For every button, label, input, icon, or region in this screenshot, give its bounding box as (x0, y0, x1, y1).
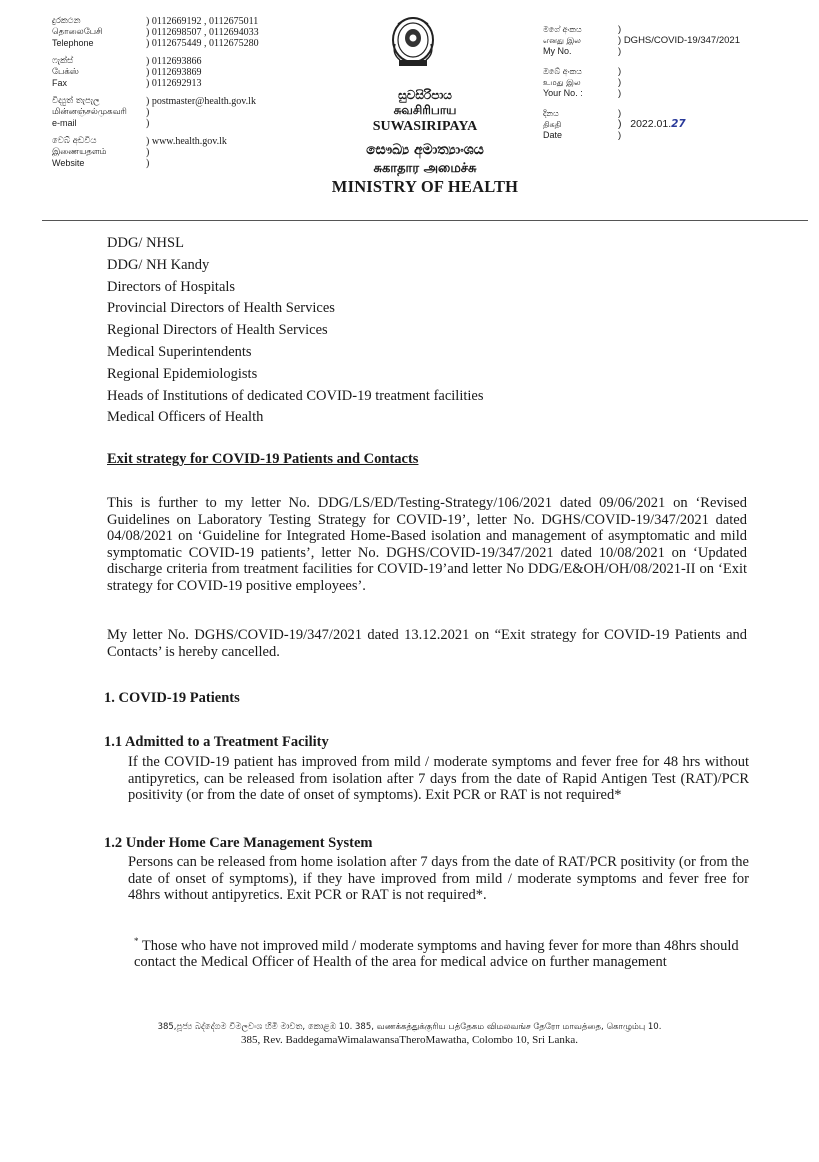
addressee: Medical Superintendents (107, 343, 252, 360)
my-no-value: ) DGHS/COVID-19/347/2021 (618, 35, 740, 46)
email-value: ) postmaster@health.gov.lk (146, 96, 256, 107)
footer-address-english: 385, Rev. BaddegamaWimalawansaTheroMawatha, Colombo 10, Sri Lanka. (240, 1034, 578, 1046)
addressee: DDG/ NHSL (107, 235, 184, 251)
footnote: * Those who have not improved mild / moderate symptoms and having fever for more than 48hrs should contact the Medical Officer of Health of the area for medical advice on further management (134, 936, 739, 971)
header-divider (42, 220, 808, 221)
date-label-ta: திகதி (543, 120, 562, 129)
website-label-si: වෙබ් අඩවිය (52, 136, 97, 146)
telephone-group (52, 16, 352, 49)
my-no-label-en: My No. (543, 46, 572, 56)
fax-value: ) 0112693869 (146, 67, 202, 78)
suwasiripaya-sinhala: සුවසිරිපාය (398, 88, 452, 102)
your-no-label-ta: உமது இல (543, 78, 581, 87)
your-no-group: ඔබේ අංකය உமது இல Your No. : ) ) ) (543, 66, 622, 99)
fax-value: ) 0112693866 (146, 56, 202, 67)
my-no-label-ta: எனது இல (543, 36, 581, 45)
my-no-group: මගේ අංකය எனது இல My No. ) ) DGHS/COVID-19/347/2021 ) (543, 24, 793, 57)
fax-group (52, 56, 352, 89)
telephone-label-ta: தொலைபேசி (52, 27, 103, 37)
telephone-value: ) 0112669192 , 0112675011 (146, 16, 259, 27)
subsection-text: If the COVID-19 patient has improved from mild / moderate symptoms and fever free for 48 hrs without antipyretics, can be released from isolation after 7 days from the date of Rapid Antigen Test (RAT)/PCR positivity (or from the date of onset of symptoms). Exit PCR or RAT is not required* (128, 754, 749, 804)
your-no-label-si: ඔබේ අංකය (543, 67, 582, 76)
telephone-value: ) 0112698507 , 0112694033 (146, 27, 259, 38)
email-value: ) (146, 107, 150, 118)
subsection-text: Persons can be released from home isolation after 7 days from the date of RAT/PCR positivity (or from the date of onset of symptoms), if they have improved from mild / moderate symptoms and fever free for 48hrs without antipyretics. Exit PCR or RAT is not required*. (128, 854, 749, 904)
telephone-label-en: Telephone (52, 38, 94, 48)
fax-value: ) 0112692913 (146, 78, 202, 89)
telephone-label-si: දුරකථන (52, 16, 81, 26)
addressee: Heads of Institutions of dedicated COVID-19 treatment facilities (107, 387, 484, 404)
handwritten-day: 27 (671, 118, 686, 130)
website-value: ) (146, 147, 150, 158)
date-label-si: දිනය (543, 109, 559, 118)
email-label-ta: மின்னஞ்சல்முகவரி (52, 107, 127, 117)
email-label-en: e-mail (52, 118, 77, 128)
addressee: Medical Officers of Health (107, 409, 264, 426)
ministry-tamil: சுகாதார அமைச்சு (373, 161, 477, 176)
website-label-ta: இணையதளம் (52, 147, 107, 157)
addressee-list (107, 233, 484, 429)
suwasiripaya-tamil: சுவசிரிபாய (393, 103, 457, 117)
addressee: Provincial Directors of Health Services (107, 300, 335, 317)
footer-address-local: 385,පූජ්‍ය බද්දේගම විමලවංශ හිමි මාවත, කොළඹ 10. 385, வணக்கத்துக்குரிய பத்தேகம விமலவங்ச தேரோ மாவத்தை, கொழும்பு 10. (157, 1022, 662, 1032)
email-value: ) (146, 118, 150, 129)
reference-block (543, 24, 793, 150)
website-value: ) www.health.gov.lk (146, 136, 227, 147)
sri-lanka-emblem-icon (390, 14, 436, 70)
email-label-si: විද්‍යුත් තැපැල (52, 96, 100, 106)
date-label-en: Date (543, 130, 563, 140)
addressee: Regional Epidemiologists (107, 365, 258, 382)
your-no-label-en: Your No. : (543, 88, 583, 98)
date-group: දිනය திகதி Date ) ) 2022.01.27 ) (543, 108, 793, 141)
ministry-title-block (300, 88, 550, 197)
suwasiripaya-english: SUWASIRIPAYA (372, 119, 478, 134)
website-value: ) (146, 158, 150, 169)
subsection-heading: 1.1 Admitted to a Treatment Facility (104, 734, 329, 750)
website-label-en: Website (52, 158, 85, 168)
subsection-heading: 1.2 Under Home Care Management System (104, 835, 373, 851)
addressee: DDG/ NH Kandy (107, 256, 210, 273)
my-no-label-si: මගේ අංකය (543, 25, 582, 34)
telephone-value: ) 0112675449 , 0112675280 (146, 38, 259, 49)
ministry-sinhala: සෞඛ්‍ය අමාත්‍යාංශය (366, 142, 484, 158)
fax-label-si: ෆැක්ස් (52, 56, 74, 66)
fax-label-en: Fax (52, 78, 68, 88)
letter-subject: Exit strategy for COVID-19 Patients and Contacts (107, 451, 419, 467)
date-value: ) 2022.01.27 (618, 118, 686, 130)
cancellation-paragraph: My letter No. DGHS/COVID-19/347/2021 dated 13.12.2021 on “Exit strategy for COVID-19 Patients and Contacts’ is hereby cancelled. (107, 627, 747, 660)
ministry-english: MINISTRY OF HEALTH (331, 177, 519, 196)
intro-paragraph: This is further to my letter No. DDG/LS/ED/Testing-Strategy/106/2021 dated 09/06/2021 on ‘Revised Guidelines on Laboratory Testing Strategy for COVID-19’, letter No. DGHS/COVID-19/347/2021 dated 04/08/2021 on ‘Guideline for Integrated Home-Based isolation and management of asymptomatic and mild symptomatic COVID-19 patients’, letter No. DGHS/COVID-19/347/2021 dated 10/08/2021 on ‘Updated discharge criteria from treatment facilities for COVID-19’and letter No DDG/E&OH/OH/08/2021-II on ‘Exit strategy for COVID-19 positive employees’. (107, 495, 747, 594)
addressee: Regional Directors of Health Services (107, 322, 328, 339)
fax-label-ta: பேக்ஸ் (52, 67, 79, 77)
addressee: Directors of Hospitals (107, 278, 236, 295)
section-heading: 1. COVID-19 Patients (104, 690, 240, 706)
